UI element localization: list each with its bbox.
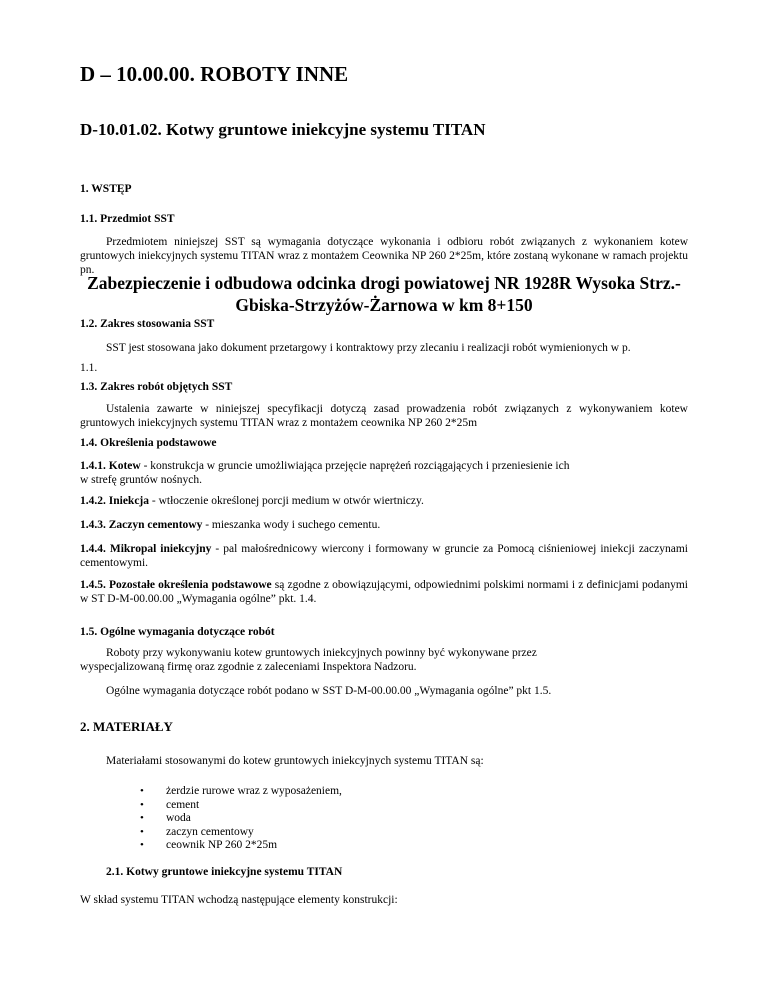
definition-term: 1.4.1. Kotew [80,460,141,472]
definition-text: - wtłoczenie określonej porcji medium w otwór wiertniczy. [149,495,424,507]
section-heading-1: 1. WSTĘP [80,183,132,195]
definition-term: 1.4.5. Pozostałe określenia podstawowe [80,579,272,591]
section-heading-1-4: 1.4. Określenia podstawowe [80,437,217,449]
project-title [80,272,688,316]
definition-pozostale [80,578,688,606]
paragraph-1-5-line-2: wyspecjalizowaną firmę oraz zgodnie z zaleceniami Inspektora Nadzoru. [80,661,417,673]
list-item: • żerdzie rurowe wraz z wyposażeniem, [140,785,342,799]
section-heading-2-1: 2.1. Kotwy gruntowe iniekcyjne systemu TITAN [106,866,343,878]
section-heading-1-2: 1.2. Zakres stosowania SST [80,318,215,330]
paragraph-2-1: W skład systemu TITAN wchodzą następujące elementy konstrukcji: [80,894,398,906]
section-heading-1-1: 1.1. Przedmiot SST [80,213,175,225]
list-item: • ceownik NP 260 2*25m [140,839,342,853]
definition-term: 1.4.2. Iniekcja [80,495,149,507]
paragraph-1-2-line-1: SST jest stosowana jako dokument przetargowy i kontraktowy przy zlecaniu i realizacji robót wymienionych w p. [106,342,631,354]
definition-text: - konstrukcja w gruncie umożliwiająca przejęcie naprężeń rozciągających i przeniesienie ich [140,460,570,472]
paragraph-1-5 [80,646,688,674]
list-item: • zaczyn cementowy [140,826,342,840]
definition-iniekcja [80,494,688,508]
document-title: D – 10.00.00. ROBOTY INNE [80,62,349,86]
paragraph-1-3: Ustalenia zawarte w niniejszej specyfikacji dotyczą zasad prowadzenia robót związanych z wykonywaniem kotew gruntowych iniekcyjnych systemu TITAN wraz z montażem ceownika NP 260 2*25m [80,403,688,429]
definition-text: - pal małośrednicowy wiercony i formowany w gruncie za Pomocą ciśnieniowej iniekcji zaczynami cementowymi. [80,543,688,569]
definition-text-continued: w strefę gruntów nośnych. [80,474,203,486]
paragraph-1-2-line-2: 1.1. [80,362,98,374]
paragraph-2: Materiałami stosowanymi do kotew gruntowych iniekcyjnych systemu TITAN są: [106,755,484,767]
definition-term: 1.4.3. Zaczyn cementowy [80,519,203,531]
definition-text: - mieszanka wody i suchego cementu. [202,519,381,531]
definition-text: są zgodne z obowiązującymi, odpowiednimi polskimi normami i z definicjami podanymi w ST D-M-00.00.00 „Wymagania ogólne” pkt. 1.4. [80,579,688,605]
list-item: • woda [140,812,342,826]
section-heading-1-5: 1.5. Ogólne wymagania dotyczące robót [80,626,275,638]
project-title-line-1: Zabezpieczenie i odbudowa odcinka drogi powiatowej NR 1928R Wysoka Strz.- [87,273,681,293]
document-subtitle: D-10.01.02. Kotwy gruntowe iniekcyjne systemu TITAN [80,120,486,139]
section-heading-2: 2. MATERIAŁY [80,719,173,734]
definition-mikropal [80,542,688,570]
definition-kotew [80,459,688,487]
paragraph-1-1: Przedmiotem niniejszej SST są wymagania dotyczące wykonania i odbioru robót związanych z wykonaniem kotew gruntowych iniekcyjnych systemu TITAN wraz z montażem Ceownika NP 260 2*25m, które zostaną wykonane w ramach projektu pn. [80,236,688,276]
paragraph-1-5-line-1: Roboty przy wykonywaniu kotew gruntowych iniekcyjnych powinny być wykonywane przez [106,647,537,659]
paragraph-1-2 [80,338,688,378]
definition-zaczyn [80,518,688,532]
definition-term: 1.4.4. Mikropal iniekcyjny [80,543,212,555]
materials-list [140,785,342,853]
section-heading-1-3: 1.3. Zakres robót objętych SST [80,381,233,393]
project-title-line-2: Gbiska-Strzyżów-Żarnowa w km 8+150 [235,295,533,315]
list-item: • cement [140,799,342,813]
paragraph-1-5-b: Ogólne wymagania dotyczące robót podano w SST D-M-00.00.00 „Wymagania ogólne” pkt 1.5. [106,685,552,697]
